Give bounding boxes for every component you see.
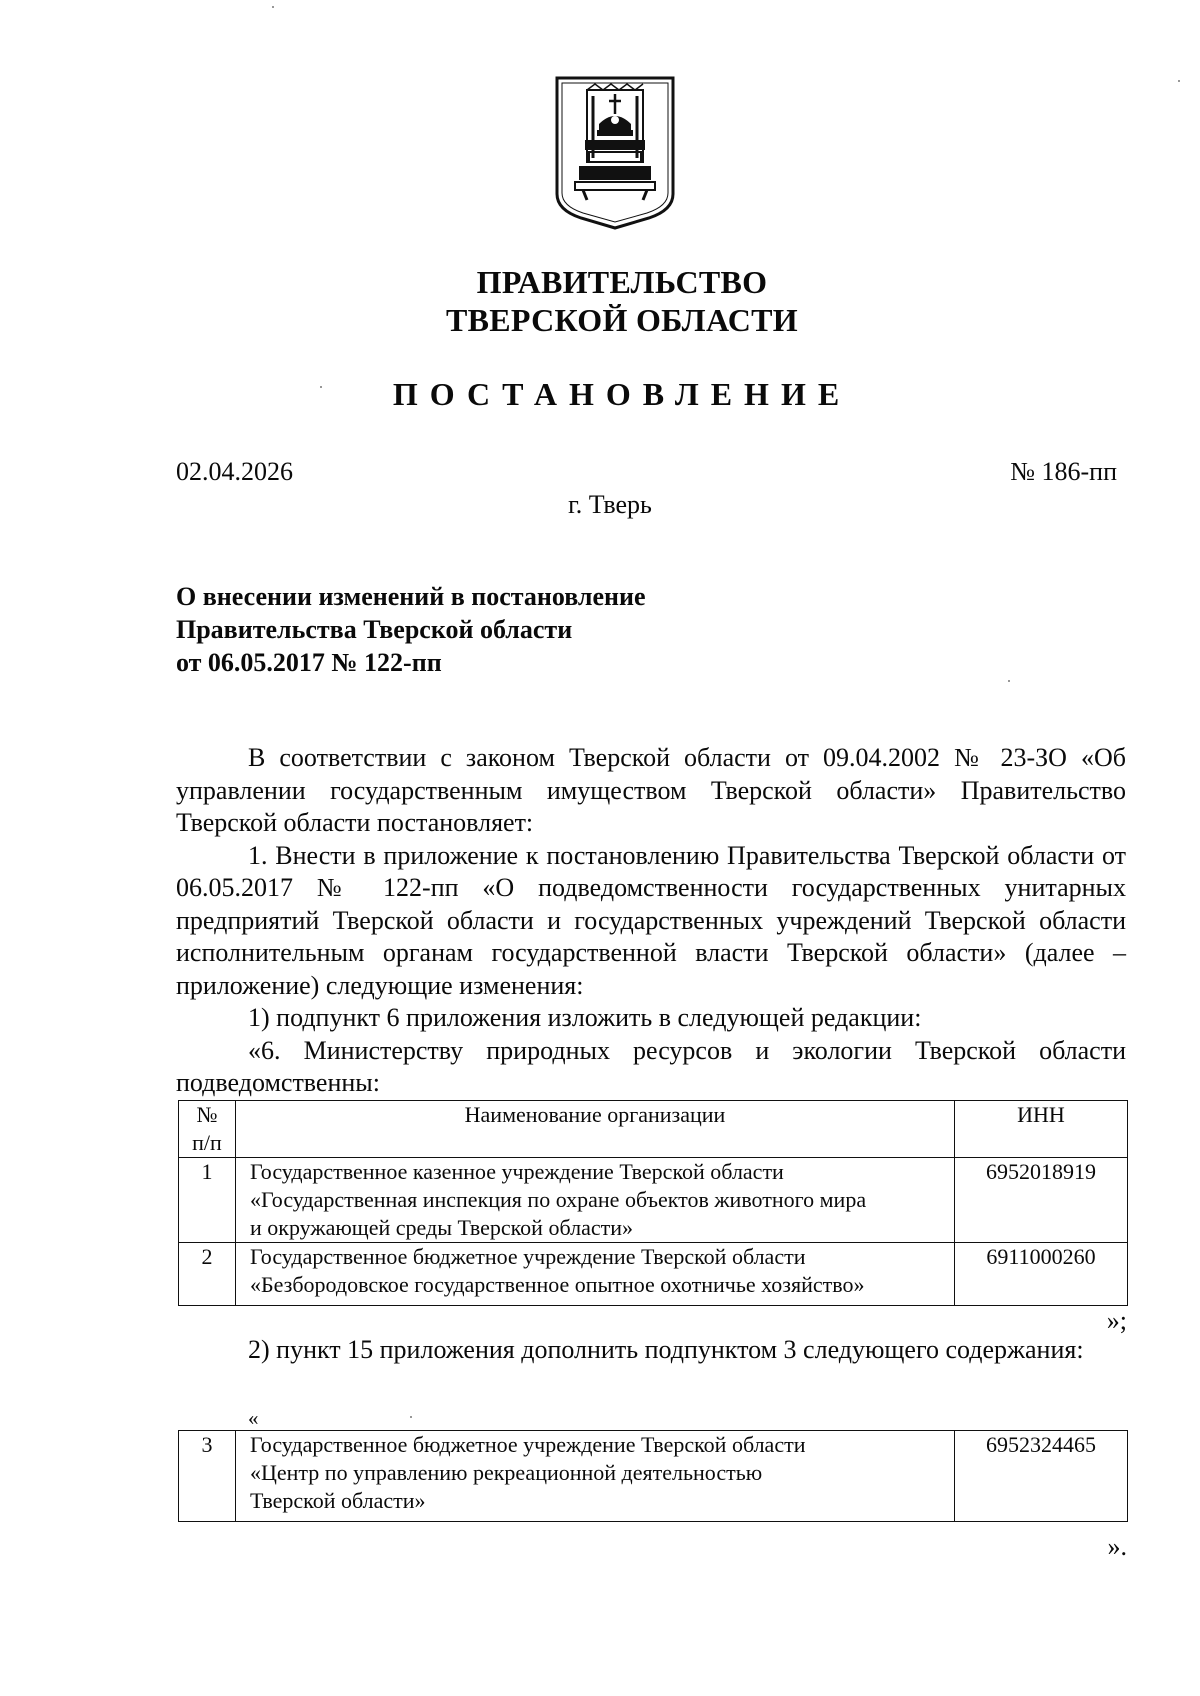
table-row xyxy=(179,1431,1128,1522)
row-inn: 6911000260 xyxy=(955,1243,1128,1306)
document-date: 02.04.2026 xyxy=(176,457,293,486)
document-city: г. Тверь xyxy=(568,490,652,519)
document-type: ПОСТАНОВЛЕНИЕ xyxy=(392,376,852,412)
item-1-paragraph: 1. Внести в приложение к постановлению Правительства Тверской области от 06.05.2017 № 122-пп «О подведомственности государственных унитарных предприятий Тверской области и государственных учреждений Тверской области исполнительным органам государственной власти Тверской области» (далее – приложение) следующие изменения: xyxy=(176,840,1126,1000)
table-header-row xyxy=(179,1101,1128,1158)
scan-speck xyxy=(272,6,274,8)
document-number: № 186-пп xyxy=(1010,457,1117,486)
header-num: № п/п xyxy=(179,1101,236,1158)
row-name: Государственное казенное учреждение Тверской области «Государственная инспекция по охране объектов животного мира и окружающей среды Тверской области» xyxy=(236,1158,955,1243)
scan-speck xyxy=(410,1416,412,1418)
subject-line: Правительства Тверской области xyxy=(176,615,573,644)
row-name: Государственное бюджетное учреждение Тверской области «Безбородовское государственное опытное охотничье хозяйство» xyxy=(236,1243,955,1306)
closing-quote-2: ». xyxy=(1107,1532,1127,1561)
scan-speck xyxy=(320,386,322,388)
preamble-paragraph: В соответствии с законом Тверской области от 09.04.2002 № 23-ЗО «Об управлении государственным имуществом Тверской области» Правительство Тверской области постановляет: xyxy=(176,743,1126,837)
row-num: 2 xyxy=(179,1243,236,1306)
header-inn: ИНН xyxy=(955,1101,1128,1158)
subordinates-table xyxy=(178,1100,1128,1306)
scan-speck xyxy=(1008,680,1010,682)
scan-speck xyxy=(1178,80,1180,82)
document-body-item2 xyxy=(176,1334,1126,1367)
org-title-line2: ТВЕРСКОЙ ОБЛАСТИ xyxy=(445,302,799,338)
document-subject xyxy=(176,580,646,679)
table-row xyxy=(179,1243,1128,1306)
subject-line: от 06.05.2017 № 122-пп xyxy=(176,648,442,677)
quoted-clause-paragraph: «6. Министерству природных ресурсов и экологии Тверской области подведомственны: xyxy=(176,1035,1126,1097)
row-num: 1 xyxy=(179,1158,236,1243)
opening-quote: « xyxy=(248,1406,259,1430)
table-row xyxy=(179,1158,1128,1243)
subitem-1-paragraph: 1) подпункт 6 приложения изложить в следующей редакции: xyxy=(248,1003,922,1032)
header-name: Наименование организации xyxy=(236,1101,955,1158)
addition-table xyxy=(178,1430,1128,1522)
subitem-2-paragraph: 2) пункт 15 приложения дополнить подпунктом 3 следующего содержания: xyxy=(248,1335,1084,1364)
subject-line: О внесении изменений в постановление xyxy=(176,582,646,611)
coat-of-arms-emblem xyxy=(553,74,677,230)
row-num: 3 xyxy=(179,1431,236,1522)
row-inn: 6952324465 xyxy=(955,1431,1128,1522)
closing-quote-1: »; xyxy=(1106,1306,1127,1335)
row-inn: 6952018919 xyxy=(955,1158,1128,1243)
row-name: Государственное бюджетное учреждение Тверской области «Центр по управлению рекреационной деятельностью Тверской области» xyxy=(236,1431,955,1522)
document-body-main xyxy=(176,742,1126,1100)
org-title-line1: ПРАВИТЕЛЬСТВО xyxy=(476,264,768,300)
